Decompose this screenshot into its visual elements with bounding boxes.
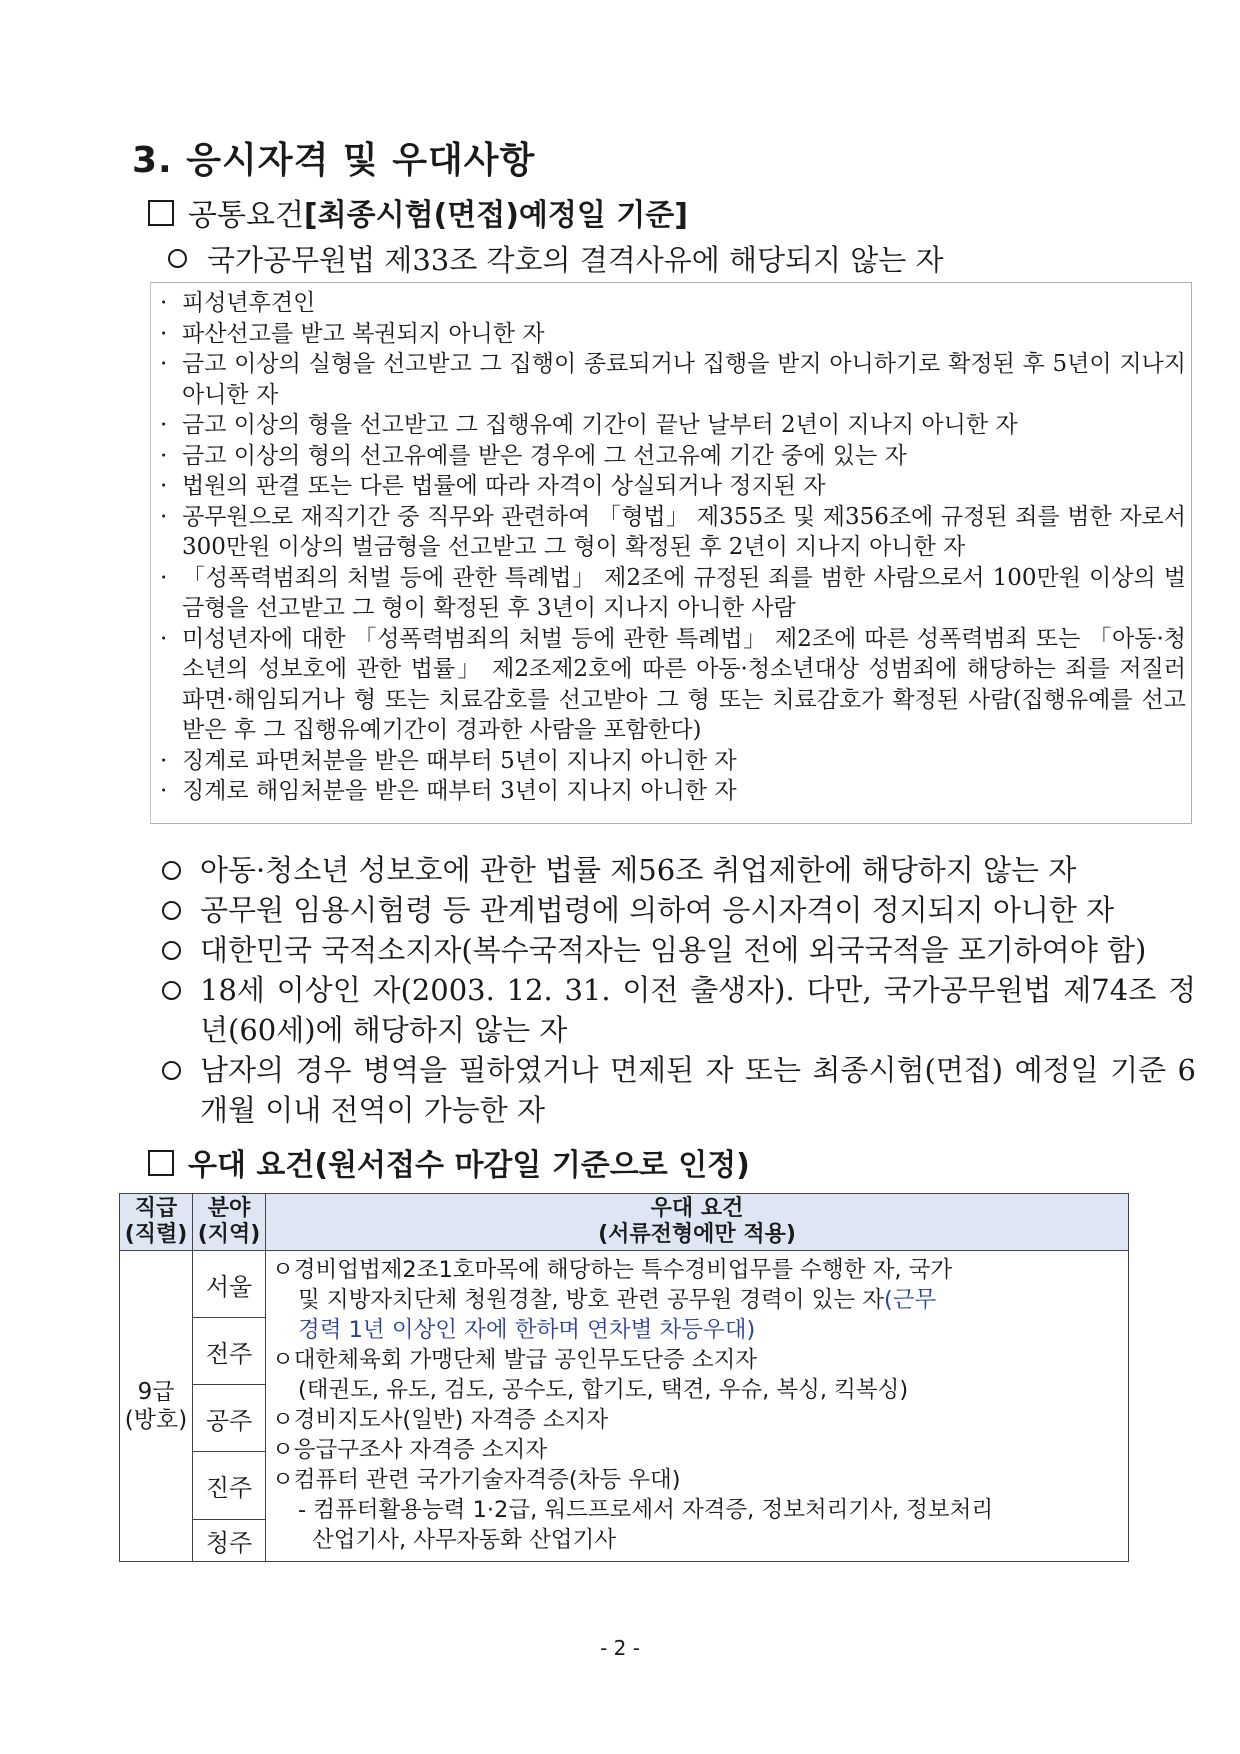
content-line: ㅇ경비지도사(일반) 자격증 소지자 bbox=[272, 1407, 609, 1433]
section-title: 3. 응시자격 및 우대사항 bbox=[132, 140, 536, 181]
header-content-line1: 우대 요건 bbox=[650, 1196, 744, 1221]
disqualification-text: 「성폭력범죄의 처벌 등에 관한 특례법」 제2조에 규정된 죄를 범한 사람으로서 100만원 이상의 벌금형을 선고받고 그 형이 확정된 후 3년이 지나지 아니한 사람 bbox=[182, 564, 1186, 621]
header-content-line2: (서류전형에만 적용) bbox=[598, 1222, 796, 1247]
content-line: 산업기사, 사무자동화 산업기사 bbox=[312, 1527, 617, 1553]
requirement-text: 18세 이상인 자(2003. 12. 31. 이전 출생자). 다만, 국가공무원법 제74조 정년(60세)에 해당하지 않는 자 bbox=[200, 973, 1196, 1047]
region-cell: 진주 bbox=[193, 1452, 266, 1519]
content-blue-line: 경력 1년 이상인 자에 한하며 연차별 차등우대) bbox=[298, 1317, 756, 1343]
preference-heading-text: 우대 요건(원서접수 마감일 기준으로 인정) bbox=[188, 1148, 750, 1183]
disqualification-item bbox=[156, 624, 1186, 746]
header-region-line1: 분야 bbox=[207, 1196, 251, 1221]
region-cell: 공주 bbox=[193, 1385, 266, 1452]
header-content bbox=[266, 1194, 1129, 1251]
heading-prefix: 공통요건 bbox=[188, 198, 304, 233]
disqualification-list bbox=[156, 288, 1186, 807]
content-line: ㅇ응급구조사 자격증 소지자 bbox=[272, 1437, 548, 1463]
disqualification-text: 법원의 판결 또는 다른 법률에 따라 자격이 상실되거나 정지된 자 bbox=[182, 473, 826, 499]
content-text: 및 지방자치단체 청원경찰, 방호 관련 공무원 경력이 있는 자 bbox=[298, 1287, 885, 1313]
circle-bullet-icon bbox=[162, 901, 181, 920]
disqualification-text: 파산선고를 받고 복권되지 아니한 자 bbox=[182, 320, 545, 347]
preference-content-cell bbox=[266, 1251, 1129, 1562]
checkbox-square-icon bbox=[148, 1150, 174, 1176]
bullet-dot-icon: · bbox=[160, 778, 168, 804]
disqualification-item bbox=[156, 502, 1186, 563]
page-number: - 2 - bbox=[600, 1636, 640, 1660]
bullet-dot-icon: · bbox=[160, 503, 168, 530]
grade-line2: (방호) bbox=[124, 1407, 188, 1433]
grade-cell bbox=[120, 1251, 193, 1562]
bullet-dot-icon: · bbox=[160, 564, 168, 591]
circle-bullet-icon bbox=[162, 941, 181, 960]
first-requirement-text: 국가공무원법 제33조 각호의 결격사유에 해당되지 않는 자 bbox=[207, 243, 944, 277]
header-grade-line1: 직급 bbox=[134, 1196, 178, 1221]
grade-line1: 9급 bbox=[137, 1379, 175, 1405]
bullet-dot-icon: · bbox=[160, 412, 168, 438]
content-line: ㅇ컴퓨터 관련 국가기술자격증(차등 우대) bbox=[272, 1467, 681, 1493]
first-requirement bbox=[168, 238, 944, 279]
content-blue-text: (근무 bbox=[884, 1287, 937, 1313]
checkbox-square-icon bbox=[148, 200, 174, 226]
bullet-dot-icon: · bbox=[160, 473, 168, 499]
requirement-item bbox=[160, 890, 1196, 930]
disqualification-text: 피성년후견인 bbox=[182, 290, 316, 316]
content-line: (태권도, 유도, 검도, 공수도, 합기도, 택견, 우슈, 복싱, 킥복싱) bbox=[298, 1377, 909, 1403]
circle-bullet-icon bbox=[162, 981, 181, 1000]
disqualification-item bbox=[156, 471, 1186, 502]
header-region-line2: (지역) bbox=[197, 1222, 261, 1247]
requirement-item bbox=[160, 850, 1196, 890]
preference-table bbox=[119, 1193, 1129, 1562]
requirements-list bbox=[160, 850, 1196, 1130]
bullet-dot-icon: · bbox=[160, 442, 168, 469]
requirement-item bbox=[160, 970, 1196, 1050]
heading-bold: [최종시험(면접)예정일 기준] bbox=[303, 198, 688, 233]
bullet-dot-icon: · bbox=[160, 625, 168, 652]
disqualification-text: 금고 이상의 형의 선고유예를 받은 경우에 그 선고유예 기간 중에 있는 자 bbox=[182, 442, 907, 469]
preference-heading bbox=[148, 1140, 750, 1184]
requirement-text: 남자의 경우 병역을 필하였거나 면제된 자 또는 최종시험(면접) 예정일 기준 6개월 이내 전역이 가능한 자 bbox=[200, 1053, 1196, 1127]
circle-bullet-icon bbox=[162, 861, 181, 880]
content-line: - 컴퓨터활용능력 1·2급, 워드프로세서 자격증, 정보처리기사, 정보처리 bbox=[298, 1497, 994, 1523]
disqualification-item bbox=[156, 288, 1186, 319]
content-line bbox=[272, 1285, 1122, 1315]
disqualification-text: 금고 이상의 형을 선고받고 그 집행유예 기간이 끝난 날부터 2년이 지나지 아니한 자 bbox=[182, 412, 1018, 438]
disqualification-item bbox=[156, 563, 1186, 624]
requirement-text: 공무원 임용시험령 등 관계법령에 의하여 응시자격이 정지되지 아니한 자 bbox=[200, 893, 1115, 927]
disqualification-item bbox=[156, 776, 1186, 807]
requirement-item bbox=[160, 1050, 1196, 1130]
requirement-item bbox=[160, 930, 1196, 970]
disqualification-item bbox=[156, 746, 1186, 777]
disqualification-text: 징계로 해임처분을 받은 때부터 3년이 지나지 아니한 자 bbox=[182, 778, 737, 804]
circle-bullet-icon bbox=[168, 249, 187, 268]
content-line: ㅇ경비업법제2조1호마목에 해당하는 특수경비업무를 수행한 자, 국가 bbox=[272, 1257, 953, 1283]
bullet-dot-icon: · bbox=[160, 320, 168, 347]
disqualification-item bbox=[156, 349, 1186, 410]
header-grade bbox=[120, 1194, 193, 1251]
disqualification-text: 공무원으로 재직기간 중 직무와 관련하여 「형법」 제355조 및 제356조에 규정된 죄를 범한 자로서 300만원 이상의 벌금형을 선고받고 그 형이 확정된 후 2년이 지나지 아니한 자 bbox=[182, 503, 1186, 560]
disqualification-text: 미성년자에 대한 「성폭력범죄의 처벌 등에 관한 특례법」 제2조에 따른 성폭력범죄 또는 「아동·청소년의 성보호에 관한 법률」 제2조제2호에 따른 아동·청소년대상 성범죄에 해당하는 죄를 저질러 파면·해임되거나 형 또는 치료감호를 선고받아 그 형 또는 치료감호가 확정된 사람(집행유예를 선고받은 후 그 집행유예기간이 경과한 사람을 포함한다) bbox=[182, 625, 1186, 743]
circle-bullet-icon bbox=[162, 1061, 181, 1080]
content-line: ㅇ대한체육회 가맹단체 발급 공인무도단증 소지자 bbox=[272, 1347, 758, 1373]
bullet-dot-icon: · bbox=[160, 351, 168, 377]
disqualification-item bbox=[156, 441, 1186, 472]
region-cell: 서울 bbox=[193, 1251, 266, 1318]
header-grade-line2: (직렬) bbox=[124, 1222, 188, 1247]
requirement-text: 아동·청소년 성보호에 관한 법률 제56조 취업제한에 해당하지 않는 자 bbox=[200, 853, 1077, 887]
region-cell: 전주 bbox=[193, 1318, 266, 1385]
disqualification-item bbox=[156, 410, 1186, 441]
disqualification-text: 징계로 파면처분을 받은 때부터 5년이 지나지 아니한 자 bbox=[182, 747, 737, 774]
requirement-text: 대한민국 국적소지자(복수국적자는 임용일 전에 외국국적을 포기하여야 함) bbox=[200, 933, 1147, 967]
disqualification-text: 금고 이상의 실형을 선고받고 그 집행이 종료되거나 집행을 받지 아니하기로 확정된 후 5년이 지나지 아니한 자 bbox=[182, 351, 1186, 408]
header-region bbox=[193, 1194, 266, 1251]
bullet-dot-icon: · bbox=[160, 747, 168, 774]
region-cell: 청주 bbox=[193, 1519, 266, 1561]
common-requirements-heading bbox=[148, 190, 688, 234]
disqualification-item bbox=[156, 319, 1186, 350]
bullet-dot-icon: · bbox=[160, 290, 168, 316]
